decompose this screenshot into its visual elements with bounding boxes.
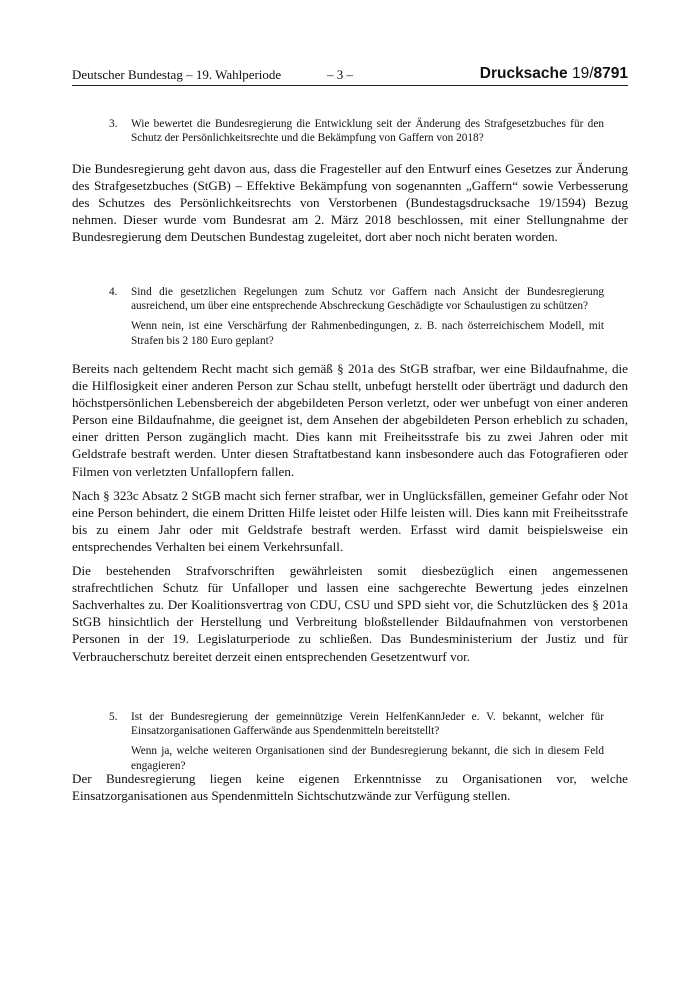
question-text: Wie bewertet die Bundesregierung die Entwicklung seit der Änderung des Strafgesetzbuches für den Schutz der Persönlichkeitsrechte und die Bekämpfung von Gaffern von 2018? (131, 118, 604, 145)
header-rule (72, 85, 628, 86)
question-text: Sind die gesetzlichen Regelungen zum Schutz vor Gaffern nach Ansicht der Bundesregierung ausreichend, um über eine entsprechende Abschreckung Geschädigte vor Schaulustigen zu schützen? (131, 286, 604, 313)
document-number (480, 63, 628, 85)
section-question-4 (72, 285, 628, 348)
question-number: 5. (109, 711, 118, 723)
question (72, 710, 628, 773)
page-header (72, 64, 628, 86)
document-label: Drucksache (479, 65, 568, 82)
section-answer-3 (72, 160, 628, 245)
section-question-5 (72, 710, 628, 773)
question-text: Ist der Bundesregierung der gemeinnützige Verein HelfenKannJeder e. V. bekannt, welcher für Einsatzorganisationen Gafferwände aus Spendenmitteln bereitstellt? (131, 711, 604, 738)
header-publication: Deutscher Bundestag – 19. Wahlperiode (72, 67, 282, 82)
question-subtext: Wenn ja, welche weiteren Organisationen sind der Bundesregierung bekannt, die sich in diesem Feld engagieren? (131, 745, 604, 772)
answer-paragraph: Der Bundesregierung liegen keine eigenen Erkenntnisse zu Organisationen vor, welche Einsatzorganisationen aus Spendenmitteln Sichtschutzwände zur Verfügung stellen. (72, 771, 628, 804)
question-number: 4. (109, 286, 118, 298)
answer-paragraph: Die bestehenden Strafvorschriften gewährleisten somit diesbezüglich einen angemessenen strafrechtlichen Schutz für Unfalloper und lassen eine sachgerechte Bewertung jedes einzelnen Sachverhaltes zu. Der Koalitionsvertrag von CDU, CSU und SPD sieht vor, die Schutzlücken des § 201a StGB hinsichtlich der Herstellung und Verbreitung bloßstellender Bildaufnahmen von verstorbenen Personen in der 19. Legislaturperiode zu schließen. Das Bundesministerium der Justiz und für Verbraucherschutz bereitet derzeit einen entsprechenden Gesetzentwurf vor. (72, 563, 628, 664)
answer-paragraph: Nach § 323c Absatz 2 StGB macht sich ferner strafbar, wer in Unglücksfällen, gemeiner Gefahr oder Not eine Person behindert, die einem Dritten Hilfe leistet oder Hilfe leisten will. Dies kann mit Freiheitsstrafe bis zu einem Jahr oder mit Geldstrafe bestraft werden. Erfasst wird damit beispielsweise ein entsprechendes Verhalten bei einem Verkehrsunfall. (72, 487, 628, 554)
answer-paragraph: Bereits nach geltendem Recht macht sich gemäß § 201a des StGB strafbar, wer eine Bildaufnahme, die die Hilflosigkeit einer anderen Person zur Schau stellt, unbefugt herstellt oder überträgt und dadurch den höchstpersönlichen Lebensbereich der abgebildeten Person verletzt, oder wer unbefugt von einer anderen Person eine Bildaufnahme, die geeignet ist, dem Ansehen der abgebildeten Person erheblich zu schaden, einer dritten Person zugänglich macht. Dies kann mit Freiheitsstrafe bis zu zwei Jahren oder mit Geldstrafe bestraft werden. Unter diesen Straftatbestand kann insbesondere auch das Fotografieren oder Filmen von verletzten Unfallopfern fallen. (72, 361, 628, 479)
question (72, 117, 628, 145)
section-answer-5 (72, 770, 628, 804)
question-subtext: Wenn nein, ist eine Verschärfung der Rahmenbedingungen, z. B. nach österreichischem Modell, mit Strafen bis 2 180 Euro geplant? (131, 320, 604, 347)
question-number: 3. (109, 118, 118, 130)
question (72, 285, 628, 348)
section-question-3 (72, 117, 628, 145)
document-number-value: 8791 (593, 65, 628, 82)
section-answer-4 (72, 360, 628, 665)
answer-paragraph: Die Bundesregierung geht davon aus, dass die Fragesteller auf den Entwurf eines Gesetzes zur Änderung des Strafgesetzbuches (StGB) – Effektive Bekämpfung von sogenannten „Gaffern“ sowie Verbesserung des Schutzes des Persönlichkeitsrechts von Verstorbenen (Bundestagsdrucksache 19/1594) Bezug nehmen. Dieser wurde vom Bundesrat am 2. März 2018 beschlossen, mit einer Stellungnahme der Bundesregierung dem Deutschen Bundestag zugeleitet, dort aber noch nicht beraten worden. (72, 161, 628, 245)
document-number-prefix: 19/ (571, 65, 594, 82)
page-number: – 3 – (327, 67, 353, 82)
